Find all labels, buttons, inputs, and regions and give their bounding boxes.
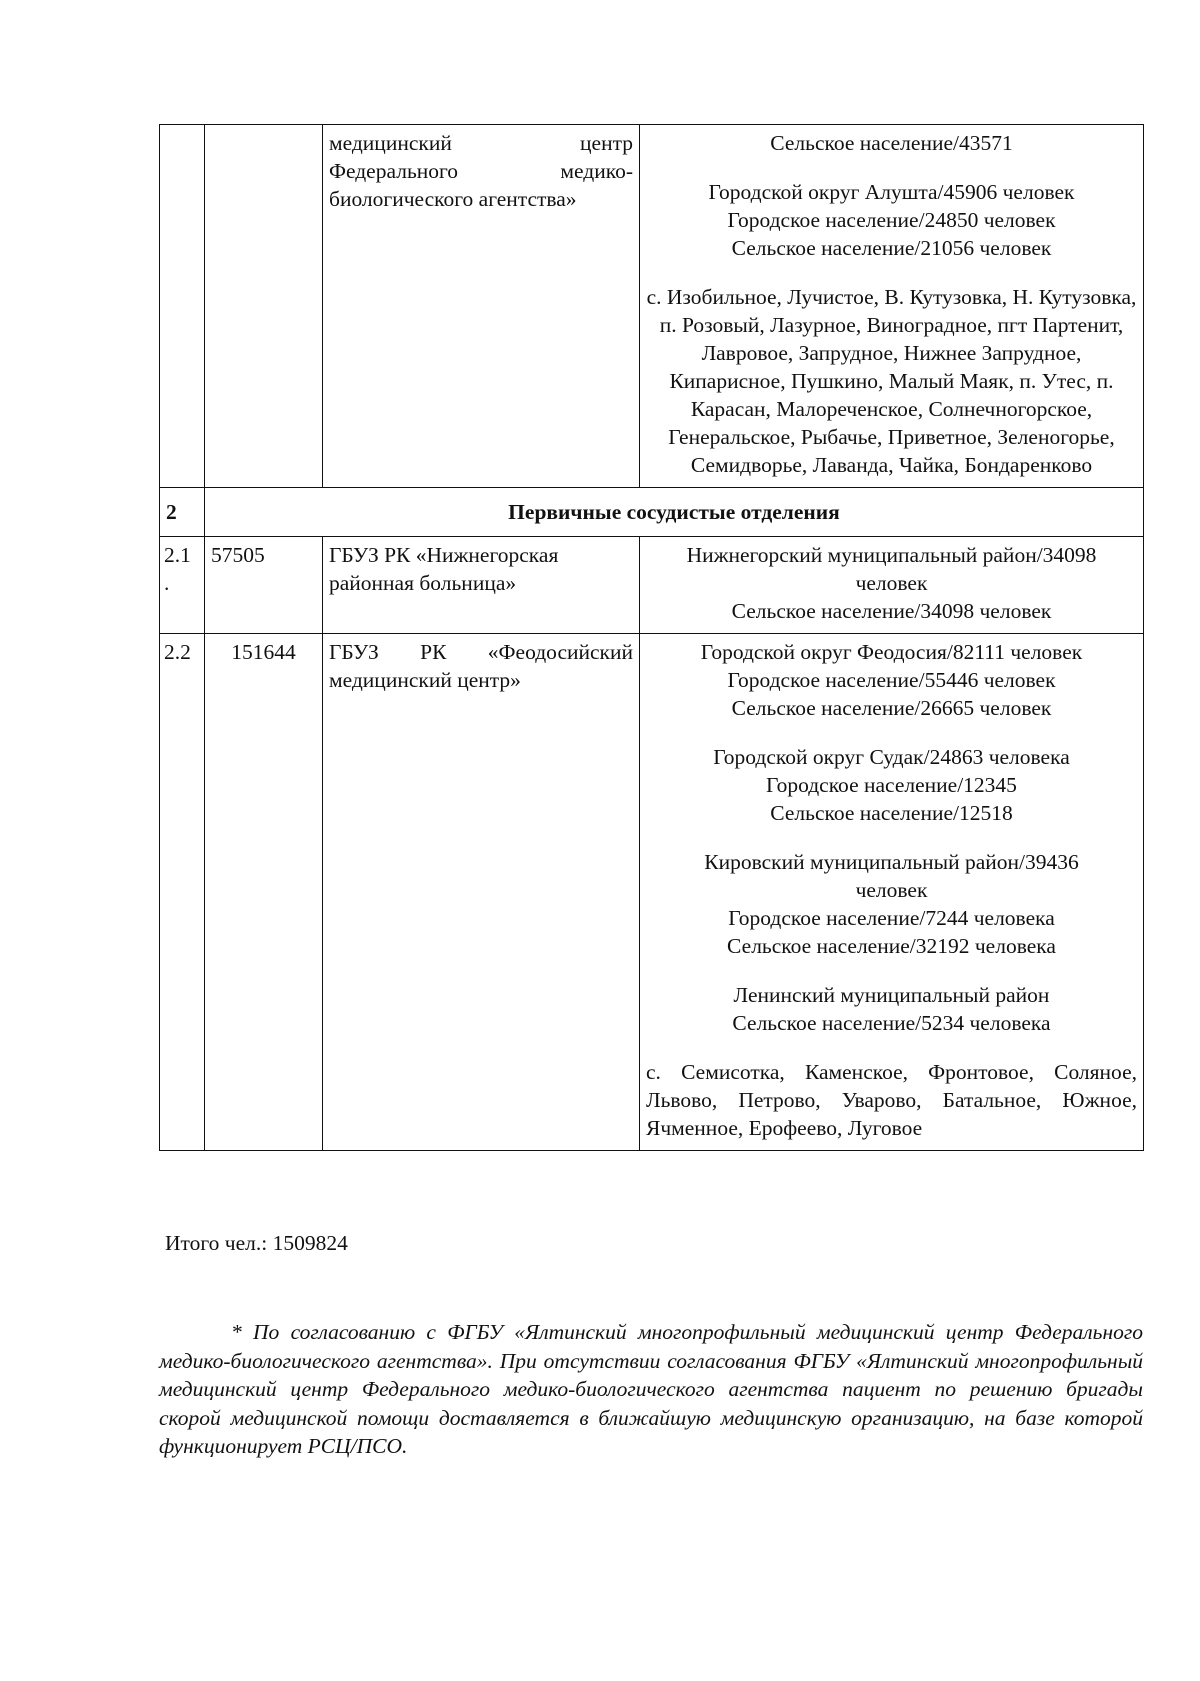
org-line: Федерального медико- xyxy=(329,159,633,183)
area-line: Сельское население/5234 человека xyxy=(732,1011,1051,1035)
area-group xyxy=(646,129,1137,157)
area-group xyxy=(646,848,1137,960)
area-line: Городской округ Алушта/45906 человек xyxy=(708,180,1075,204)
villages-list: с. Семисотка, Каменское, Фронтовое, Соляное, Львово, Петрово, Уварово, Батальное, Южное, Ячменное, Ерофеево, Луговое xyxy=(646,1060,1137,1140)
area-line: Городское население/24850 человек xyxy=(727,208,1056,232)
organization-cell: ГБУЗ РК «Нижнегорская районная больница» xyxy=(323,537,640,634)
area-line: Нижнегорский муниципальный район/34098 xyxy=(686,543,1097,567)
area-group xyxy=(646,178,1137,262)
organization-cell xyxy=(323,125,640,488)
area-group xyxy=(646,743,1137,827)
row-number-cell: 2.1 . xyxy=(160,537,205,634)
table-row xyxy=(160,634,1144,1151)
section-title: Первичные сосудистые отделения xyxy=(205,488,1144,537)
area-line: Городской округ Судак/24863 человека xyxy=(713,745,1070,769)
org-line: ГБУЗ РК «Феодосийский xyxy=(329,640,633,664)
row-code-cell xyxy=(205,125,323,488)
org-line: медицинский центр xyxy=(329,131,633,155)
area-line: Ленинский муниципальный район xyxy=(733,983,1050,1007)
org-line: медицинский центр» xyxy=(329,668,521,692)
area-line: Городское население/7244 человека xyxy=(728,906,1055,930)
area-group xyxy=(646,638,1137,722)
area-line: Сельское население/34098 человек xyxy=(731,599,1052,623)
area-line: Сельское население/32192 человека xyxy=(727,934,1056,958)
row-code-cell: 151644 xyxy=(205,634,323,1151)
row-number-cell xyxy=(160,125,205,488)
area-line: Сельское население/43571 xyxy=(770,131,1013,155)
section-number: 2 xyxy=(160,488,205,537)
row-number-cell: 2.2 xyxy=(160,634,205,1151)
area-line: Кировский муниципальный район/39436 xyxy=(704,850,1079,874)
section-header-row xyxy=(160,488,1144,537)
villages-list: с. Изобильное, Лучистое, В. Кутузовка, Н. Кутузовка, п. Розовый, Лазурное, Виноградное, пгт Партенит, Лавровое, Запрудное, Нижнее Запрудное, Кипарисное, Пушкино, Малый Маяк, п. Утес, п. Карасан, Малореченское, Солнечногорское, Генеральское, Рыбачье, Приветное, Зеленогорье, Семидворье, Лаванда, Чайка, Бондаренково xyxy=(646,285,1137,477)
area-line: Городской округ Феодосия/82111 человек xyxy=(700,640,1083,664)
area-line: Сельское население/26665 человек xyxy=(731,696,1052,720)
table-row-continuation xyxy=(160,125,1144,488)
area-line: человек xyxy=(855,571,928,595)
footnote: * По согласованию с ФГБУ «Ялтинский многопрофильный медицинский центр Федерального медико-биологического агентства». При отсутствии согласования ФГБУ «Ялтинский многопрофильный медицинский центр Федерального медико-биологического агентства пациент по решению бригады скорой медицинской помощи доставляется в ближайшую медицинскую организацию, на базе которой функционирует РСЦ/ПСО. xyxy=(159,1320,1143,1458)
table-row xyxy=(160,537,1144,634)
total-population: Итого чел.: 1509824 xyxy=(165,1231,348,1255)
service-area-cell xyxy=(640,125,1144,488)
service-area-cell xyxy=(640,634,1144,1151)
routing-table xyxy=(159,124,1144,1151)
area-line: Городское население/55446 человек xyxy=(727,668,1056,692)
area-line: Сельское население/21056 человек xyxy=(731,236,1052,260)
org-line: биологического агентства» xyxy=(329,187,577,211)
row-code-cell: 57505 xyxy=(205,537,323,634)
area-line: Сельское население/12518 xyxy=(770,801,1013,825)
organization-cell xyxy=(323,634,640,1151)
area-line: человек xyxy=(855,878,928,902)
area-group xyxy=(646,981,1137,1037)
area-line: Городское население/12345 xyxy=(766,773,1017,797)
service-area-cell xyxy=(640,537,1144,634)
